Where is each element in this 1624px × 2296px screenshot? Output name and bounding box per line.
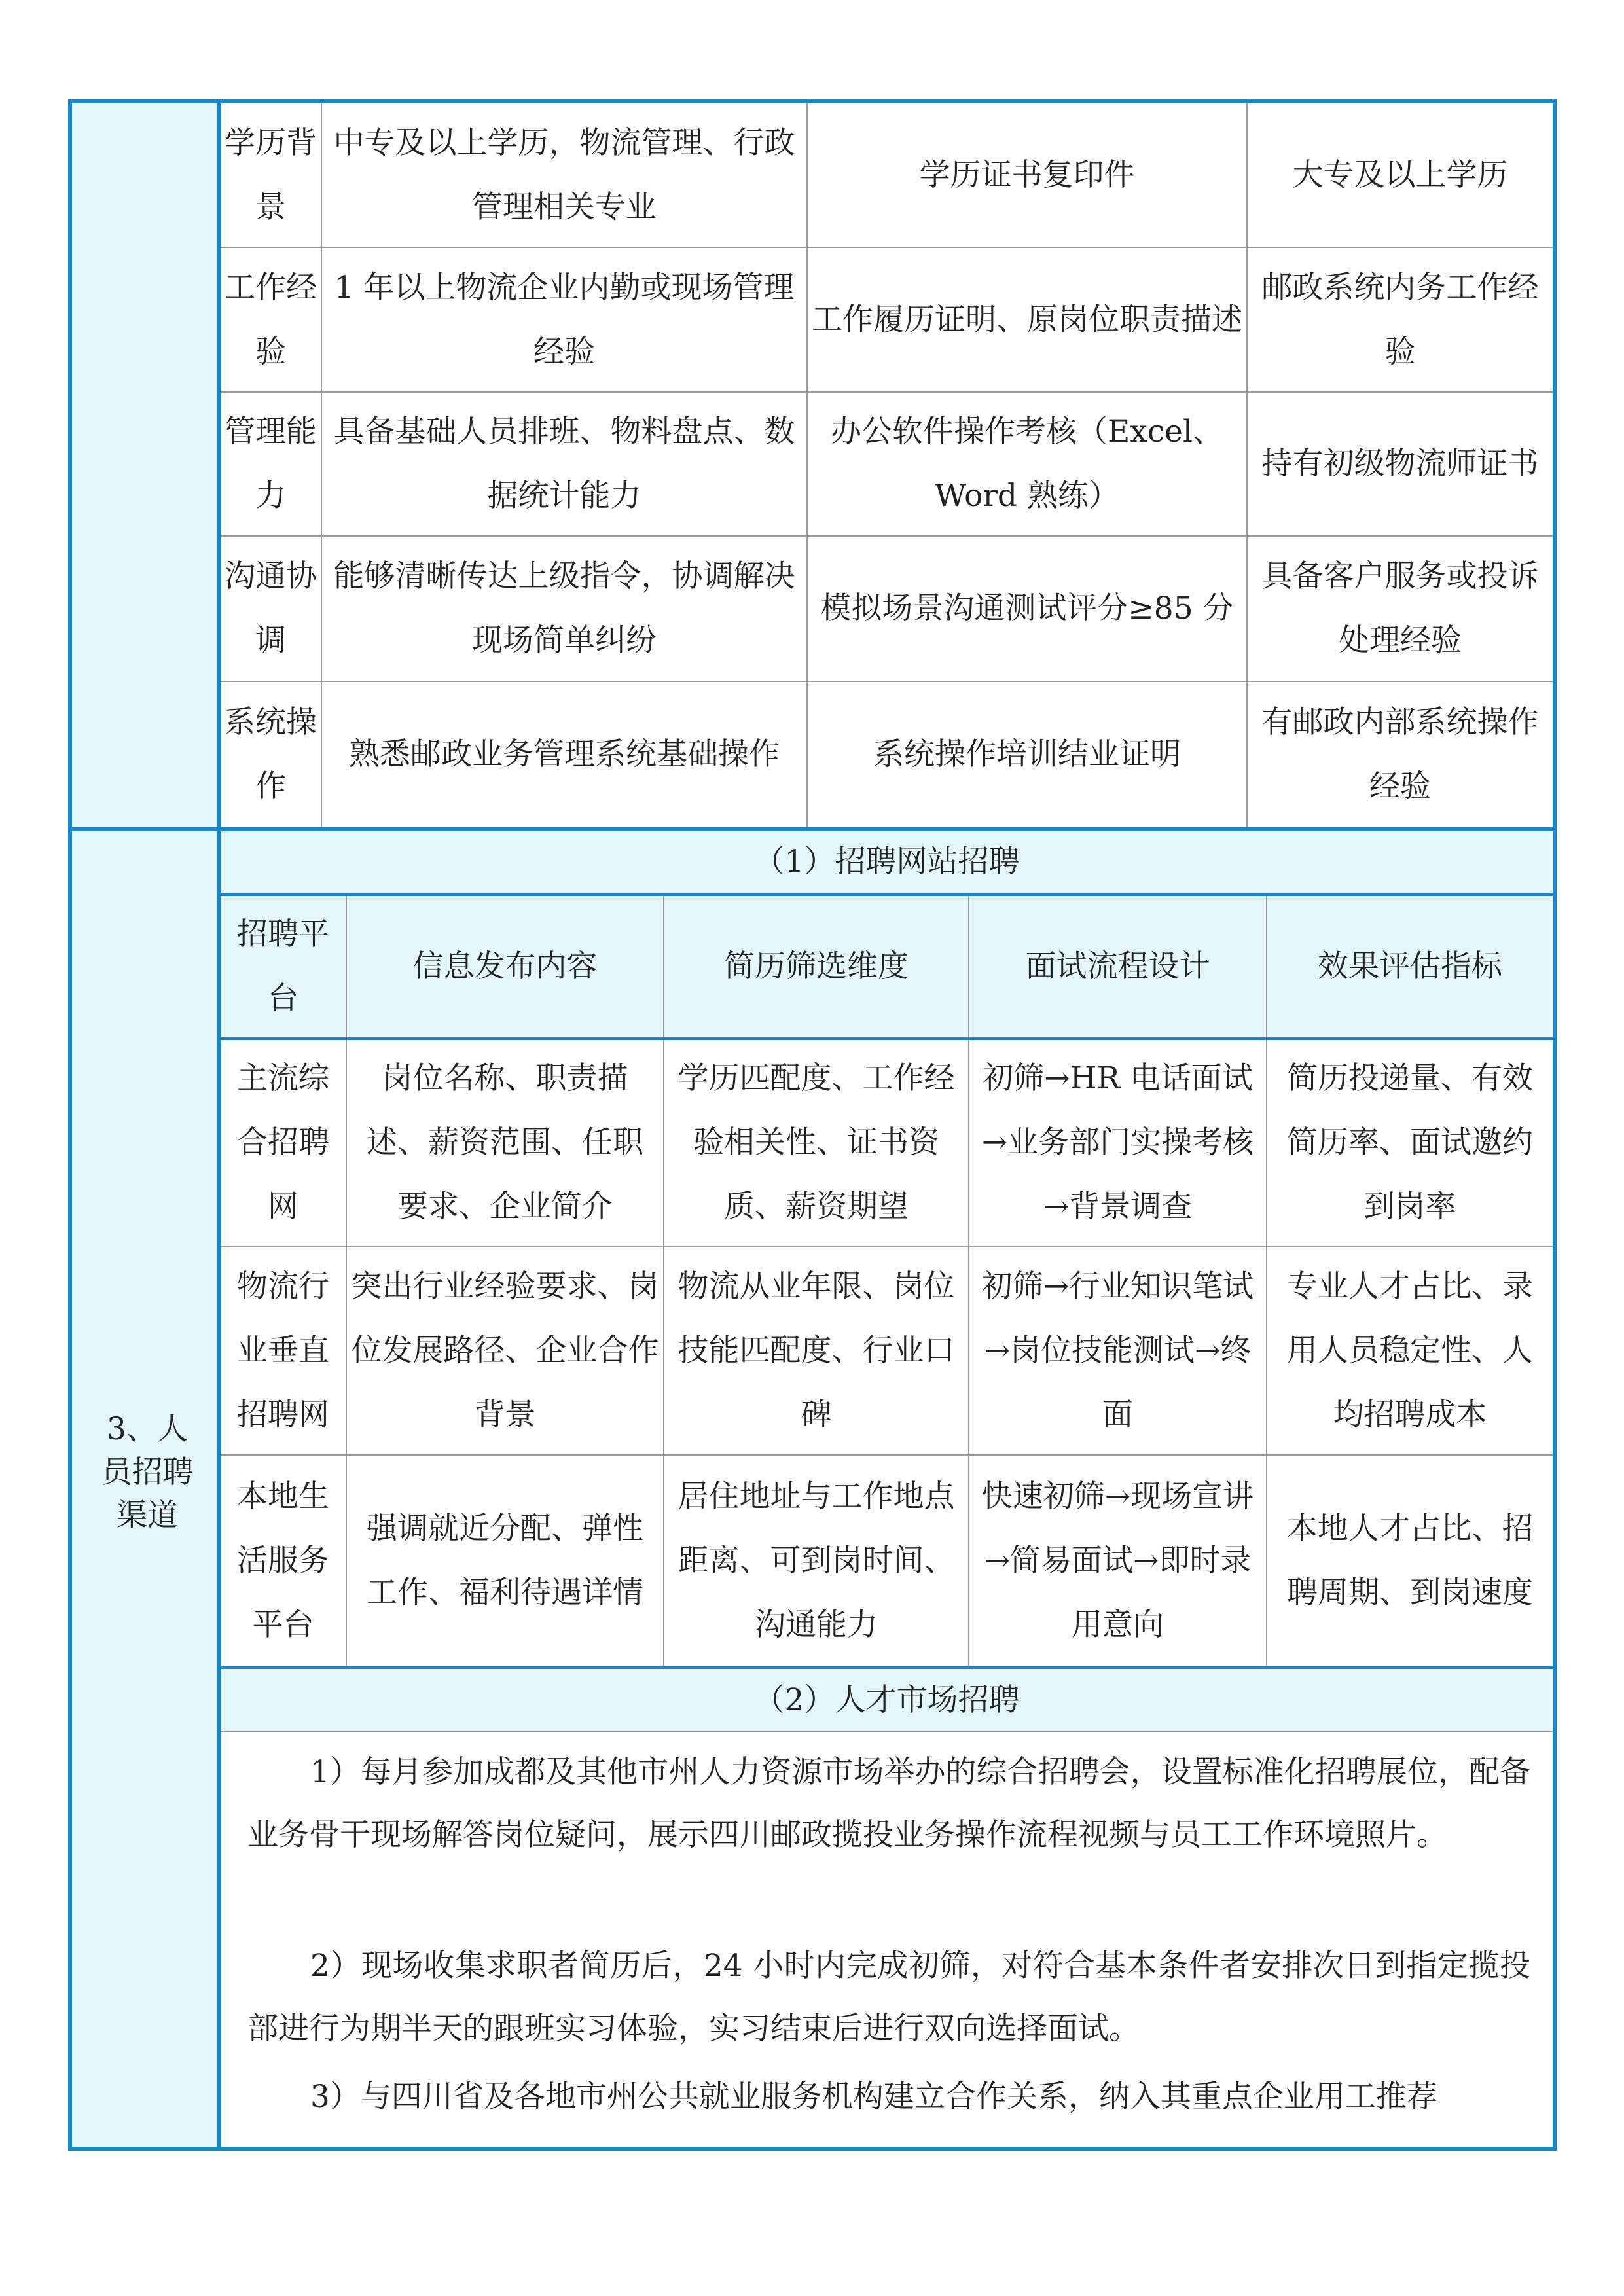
web-row-1-platform: 主流综合招聘网 (237, 1060, 329, 1225)
req-row-3-item: 管理能力 (225, 414, 317, 514)
web-row-2-platform: 物流行业垂直招聘网 (237, 1268, 329, 1433)
web-header-evaluation: 效果评估指标 (1318, 948, 1502, 984)
web-header-platform: 招聘平台 (237, 916, 329, 1016)
web-recruit-title: （1）招聘网站招聘 (753, 844, 1020, 880)
market-paragraph-3: 3）与四川省及各地市州公共就业服务机构建立合作关系，纳入其重点企业用工推荐 (310, 2079, 1437, 2115)
req-row-4-proof: 模拟场景沟通测试评分≥85 分 (820, 590, 1234, 626)
web-header-content: 信息发布内容 (412, 948, 598, 984)
web-row-3-content: 强调就近分配、弹性工作、福利待遇详情 (367, 1510, 643, 1611)
web-row-2-evaluation: 专业人才占比、录用人员稳定性、人均招聘成本 (1287, 1268, 1533, 1433)
req-row-1-basic: 中专及以上学历，物流管理、行政管理相关专业 (333, 124, 795, 225)
req-row-5-item: 系统操作 (225, 704, 317, 804)
req-row-1-bonus: 大专及以上学历 (1292, 156, 1508, 193)
market-paragraph-2: 2）现场收集求职者简历后，24 小时内完成初筛，对符合基本条件者安排次日到指定揽投部进行为期半天的跟班实习体验，实习结束后进行双向选择面试。 (247, 1948, 1530, 2047)
req-row-3-proof: 办公软件操作考核（Excel、Word 熟练） (831, 414, 1223, 514)
req-row-5-proof: 系统操作培训结业证明 (873, 736, 1181, 772)
talent-market-title: （2）人才市场招聘 (753, 1681, 1020, 1718)
web-row-1-evaluation: 简历投递量、有效简历率、面试邀约到岗率 (1287, 1060, 1533, 1225)
web-row-3-screening: 居住地址与工作地点距离、可到岗时间、沟通能力 (677, 1478, 955, 1643)
web-row-3-evaluation: 本地人才占比、招聘周期、到岗速度 (1287, 1510, 1533, 1611)
web-header-screening: 简历筛选维度 (724, 948, 909, 984)
market-title-rule (221, 1731, 1553, 1732)
req-row-1-item: 学历背景 (225, 124, 317, 225)
req-row-2-bonus: 邮政系统内务工作经验 (1261, 269, 1539, 370)
web-row-3-platform: 本地生活服务平台 (237, 1478, 329, 1643)
req-row-4-item: 沟通协调 (225, 558, 317, 658)
req-row-3-basic: 具备基础人员排班、物料盘点、数据统计能力 (333, 414, 795, 514)
req-row-2-basic: 1 年以上物流企业内勤或现场管理经验 (334, 269, 795, 370)
req-row-2-proof: 工作履历证明、原岗位职责描述 (812, 301, 1242, 338)
req-row-5-basic: 熟悉邮政业务管理系统基础操作 (349, 736, 780, 772)
web-row-1-screening: 学历匹配度、工作经验相关性、证书资质、薪资期望 (677, 1060, 955, 1225)
web-row-1-interview: 初筛→HR 电话面试→业务部门实操考核→背景调查 (981, 1060, 1254, 1225)
market-paragraph-1: 1）每月参加成都及其他市州人力资源市场举办的综合招聘会，设置标准化招聘展位，配备业务骨干现场解答岗位疑问，展示四川邮政揽投业务操作流程视频与员工工作环境照片。 (247, 1754, 1530, 1853)
section3-label: 3、人员招聘渠道 (101, 1411, 194, 1534)
req-row-5-bonus: 有邮政内部系统操作经验 (1261, 704, 1539, 804)
req-row-4-bonus: 具备客户服务或投诉处理经验 (1261, 558, 1539, 658)
web-row-3-interview: 快速初筛→现场宣讲→简易面试→即时录用意向 (981, 1478, 1254, 1643)
web-header-interview: 面试流程设计 (1025, 948, 1210, 984)
req-row-3-bonus: 持有初级物流师证书 (1261, 446, 1539, 482)
web-row-2-interview: 初筛→行业知识笔试→岗位技能测试→终面 (981, 1268, 1254, 1433)
web-row-2-screening: 物流从业年限、岗位技能匹配度、行业口碑 (677, 1268, 955, 1433)
req-row-1-proof: 学历证书复印件 (919, 156, 1135, 193)
web-row-1-content: 岗位名称、职责描述、薪资范围、任职要求、企业简介 (367, 1060, 643, 1225)
req-row-4-basic: 能够清晰传达上级指令，协调解决现场简单纠纷 (333, 558, 795, 658)
req-row-2-item: 工作经验 (225, 269, 317, 370)
web-row-2-content: 突出行业经验要求、岗位发展路径、企业合作背景 (351, 1268, 659, 1433)
